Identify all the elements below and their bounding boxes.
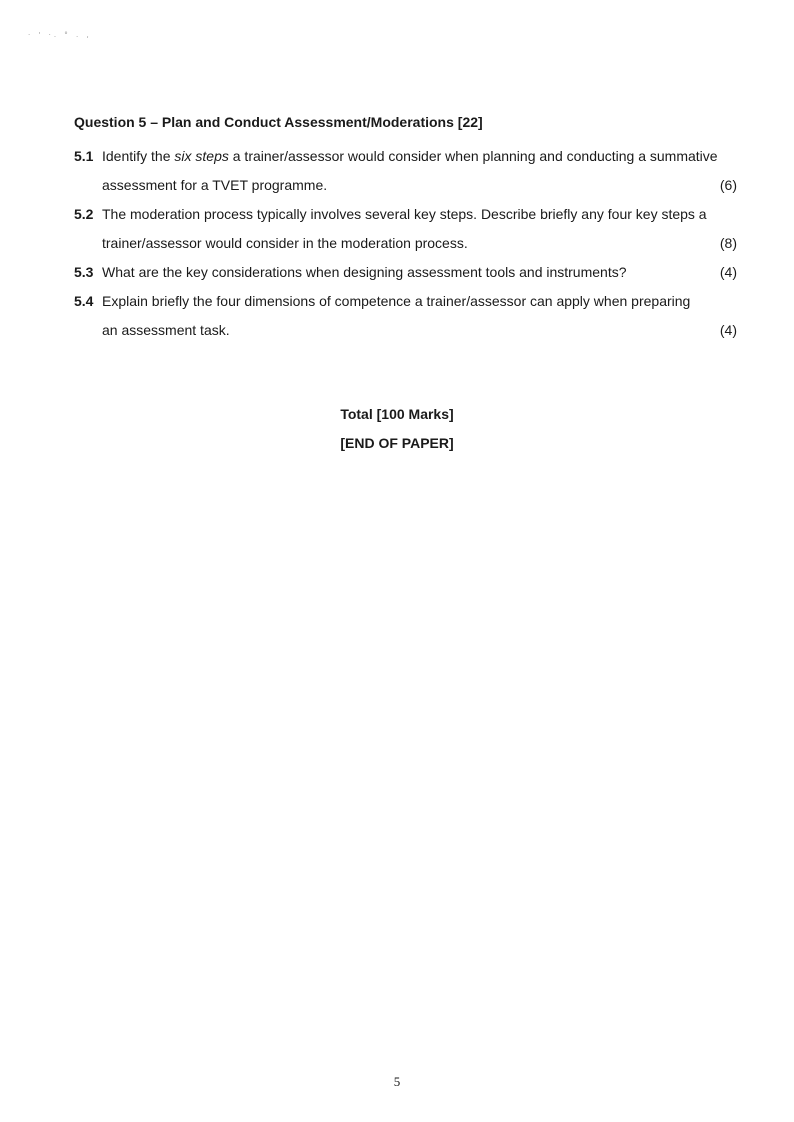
- question-marks: (4): [719, 264, 737, 280]
- question-marks: (4): [719, 322, 737, 338]
- question-number: 5.3: [74, 264, 94, 280]
- question-item-5-1-continued: [74, 171, 737, 200]
- question-marks: (6): [719, 177, 737, 193]
- question-text: What are the key considerations when designing assessment tools and instruments?: [102, 264, 627, 280]
- question-text: The moderation process typically involves several key steps. Describe briefly any four key steps a: [102, 206, 707, 222]
- question-text-part: Identify the: [102, 148, 175, 164]
- question-number: 5.2: [74, 206, 94, 222]
- question-number: 5.1: [74, 148, 94, 164]
- end-of-paper: [END OF PAPER]: [340, 435, 454, 451]
- scan-artifact-marks: · ' ·. ° . ,: [28, 31, 92, 39]
- question-item-5-1: [74, 142, 737, 171]
- question-heading: Question 5 – Plan and Conduct Assessment/Moderations [22]: [74, 114, 483, 130]
- question-number: 5.4: [74, 293, 94, 309]
- question-marks: (8): [719, 235, 737, 251]
- question-text: [102, 148, 718, 164]
- question-item-5-4: [74, 287, 737, 316]
- paper-total-block: [0, 400, 794, 458]
- question-text-continued: an assessment task.: [102, 322, 230, 338]
- question-section: [74, 113, 737, 345]
- question-text-part: a trainer/assessor would consider when planning and conducting a summative: [228, 148, 718, 164]
- question-item-5-2: [74, 200, 737, 229]
- question-text-continued: assessment for a TVET programme.: [102, 177, 328, 193]
- page-number: 5: [393, 1074, 401, 1089]
- question-item-5-4-continued: [74, 316, 737, 345]
- question-text: Explain briefly the four dimensions of competence a trainer/assessor can apply when preparing: [102, 293, 691, 309]
- question-text-emphasis: six steps: [174, 148, 229, 164]
- question-item-5-3: [74, 258, 737, 287]
- question-text-continued: trainer/assessor would consider in the moderation process.: [102, 235, 468, 251]
- question-item-5-2-continued: [74, 229, 737, 258]
- total-marks: Total [100 Marks]: [340, 406, 454, 422]
